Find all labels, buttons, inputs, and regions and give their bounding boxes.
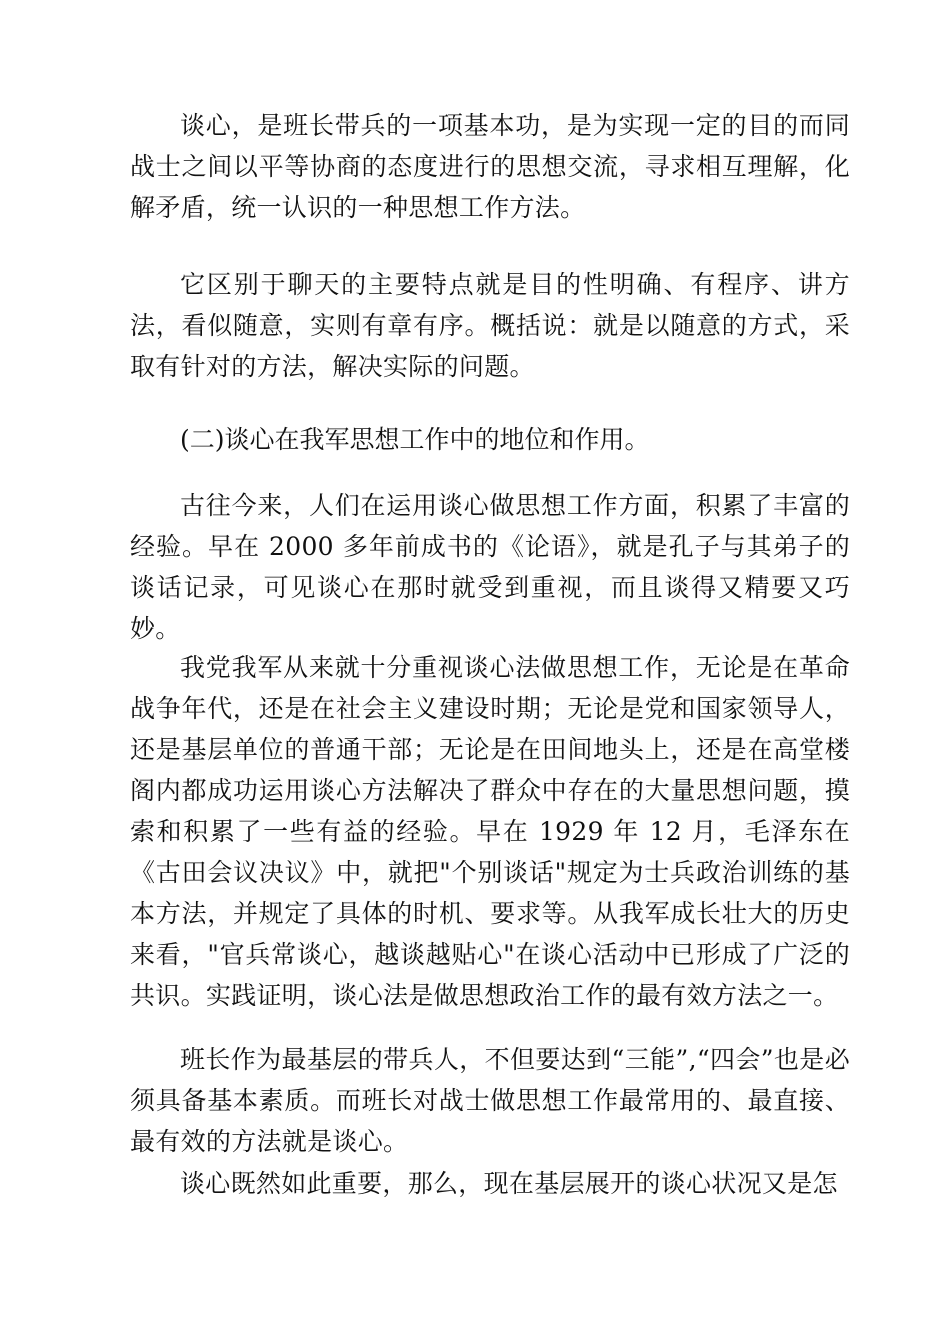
paragraph-party-army: 我党我军从来就十分重视谈心法做思想工作，无论是在革命战争年代，还是在社会主义建设时期；无论是党和国家领导人，还是基层单位的普通干部；无论是在田间地头上，还是在高堂楼阁内都成功运用谈心方法解决了群众中存在的大量思想问题，摸索和积累了一些有益的经验。早在 1929 年 12 月，毛泽东在《古田会议决议》中，就把"个别谈话"规定为士兵政治训练的基本方法，并规定了具体的时机、要求等。从我军成长壮大的历史来看，"官兵常谈心，越谈越贴心"在谈心活动中已形成了广泛的共识。实践证明，谈心法是做思想政治工作的最有效方法之一。 [130, 653, 850, 1010]
paragraph-definition: 谈心，是班长带兵的一项基本功，是为实现一定的目的而同战士之间以平等协商的态度进行的思想交流，寻求相互理解，化解矛盾，统一认识的一种思想工作方法。 [130, 111, 850, 222]
paragraph-features: 它区别于聊天的主要特点就是目的性明确、有程序、讲方法，看似随意，实则有章有序。概括说：就是以随意的方式，采取有针对的方法，解决实际的问题。 [130, 270, 850, 381]
section-heading: (二)谈心在我军思想工作中的地位和作用。 [180, 425, 650, 454]
paragraph-squad-leader: 班长作为最基层的带兵人，不但要达到“三能”,“四会”也是必须具备基本素质。而班长对战士做思想工作最常用的、最直接、最有效的方法就是谈心。 [130, 1045, 850, 1156]
paragraph-status: 谈心既然如此重要，那么，现在基层展开的谈心状况又是怎 [180, 1169, 838, 1198]
paragraph-history: 古往今来，人们在运用谈心做思想工作方面，积累了丰富的经验。早在 2000 多年前成书的《论语》，就是孔子与其弟子的谈话记录，可见谈心在那时就受到重视，而且谈得又精要又巧妙。 [130, 491, 850, 643]
